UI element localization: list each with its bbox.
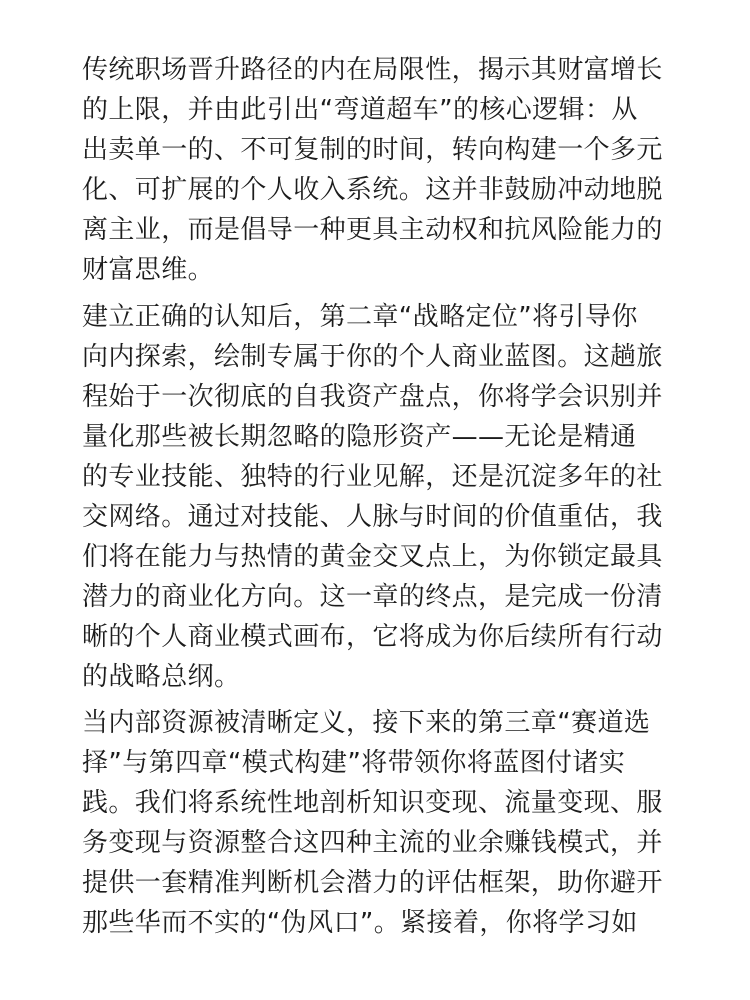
text-line: 那些华而不实的“伪风口”。紧接着，你将学习如 bbox=[82, 908, 638, 938]
text-line: 践。我们将系统性地剖析知识变现、流量变现、服 bbox=[82, 788, 663, 818]
text-line: 向内探索，绘制专属于你的个人商业蓝图。这趟旅 bbox=[82, 342, 663, 372]
text-line: 的上限，并由此引出“弯道超车”的核心逻辑：从 bbox=[82, 95, 638, 125]
text-line: 量化那些被长期忽略的隐形资产——无论是精通 bbox=[82, 422, 637, 452]
text-line: 化、可扩展的个人收入系统。这并非鼓励冲动地脱 bbox=[82, 175, 663, 205]
text-line: 潜力的商业化方向。这一章的终点，是完成一份清 bbox=[82, 582, 663, 612]
text-line: 程始于一次彻底的自我资产盘点，你将学会识别并 bbox=[82, 382, 663, 412]
text-line: 财富思维。 bbox=[82, 255, 215, 285]
text-line: 传统职场晋升路径的内在局限性，揭示其财富增长 bbox=[82, 55, 663, 85]
text-line: 的战略总纲。 bbox=[82, 662, 241, 692]
text-line: 们将在能力与热情的黄金交叉点上，为你锁定最具 bbox=[82, 542, 663, 572]
text-line: 离主业，而是倡导一种更具主动权和抗风险能力的 bbox=[82, 215, 663, 245]
text-line: 务变现与资源整合这四种主流的业余赚钱模式，并 bbox=[82, 828, 663, 858]
text-line: 择”与第四章“模式构建”将带领你将蓝图付诸实 bbox=[82, 748, 626, 778]
text-line: 建立正确的认知后，第二章“战略定位”将引导你 bbox=[82, 302, 638, 332]
text-line: 的专业技能、独特的行业见解，还是沉淀多年的社 bbox=[82, 462, 663, 492]
text-line: 交网络。通过对技能、人脉与时间的价值重估，我 bbox=[82, 502, 663, 532]
text-line: 出卖单一的、不可复制的时间，转向构建一个多元 bbox=[82, 135, 663, 165]
text-line: 当内部资源被清晰定义，接下来的第三章“赛道选 bbox=[82, 708, 651, 738]
text-line: 提供一套精准判断机会潜力的评估框架，助你避开 bbox=[82, 868, 663, 898]
text-line: 晰的个人商业模式画布，它将成为你后续所有行动 bbox=[82, 622, 663, 652]
